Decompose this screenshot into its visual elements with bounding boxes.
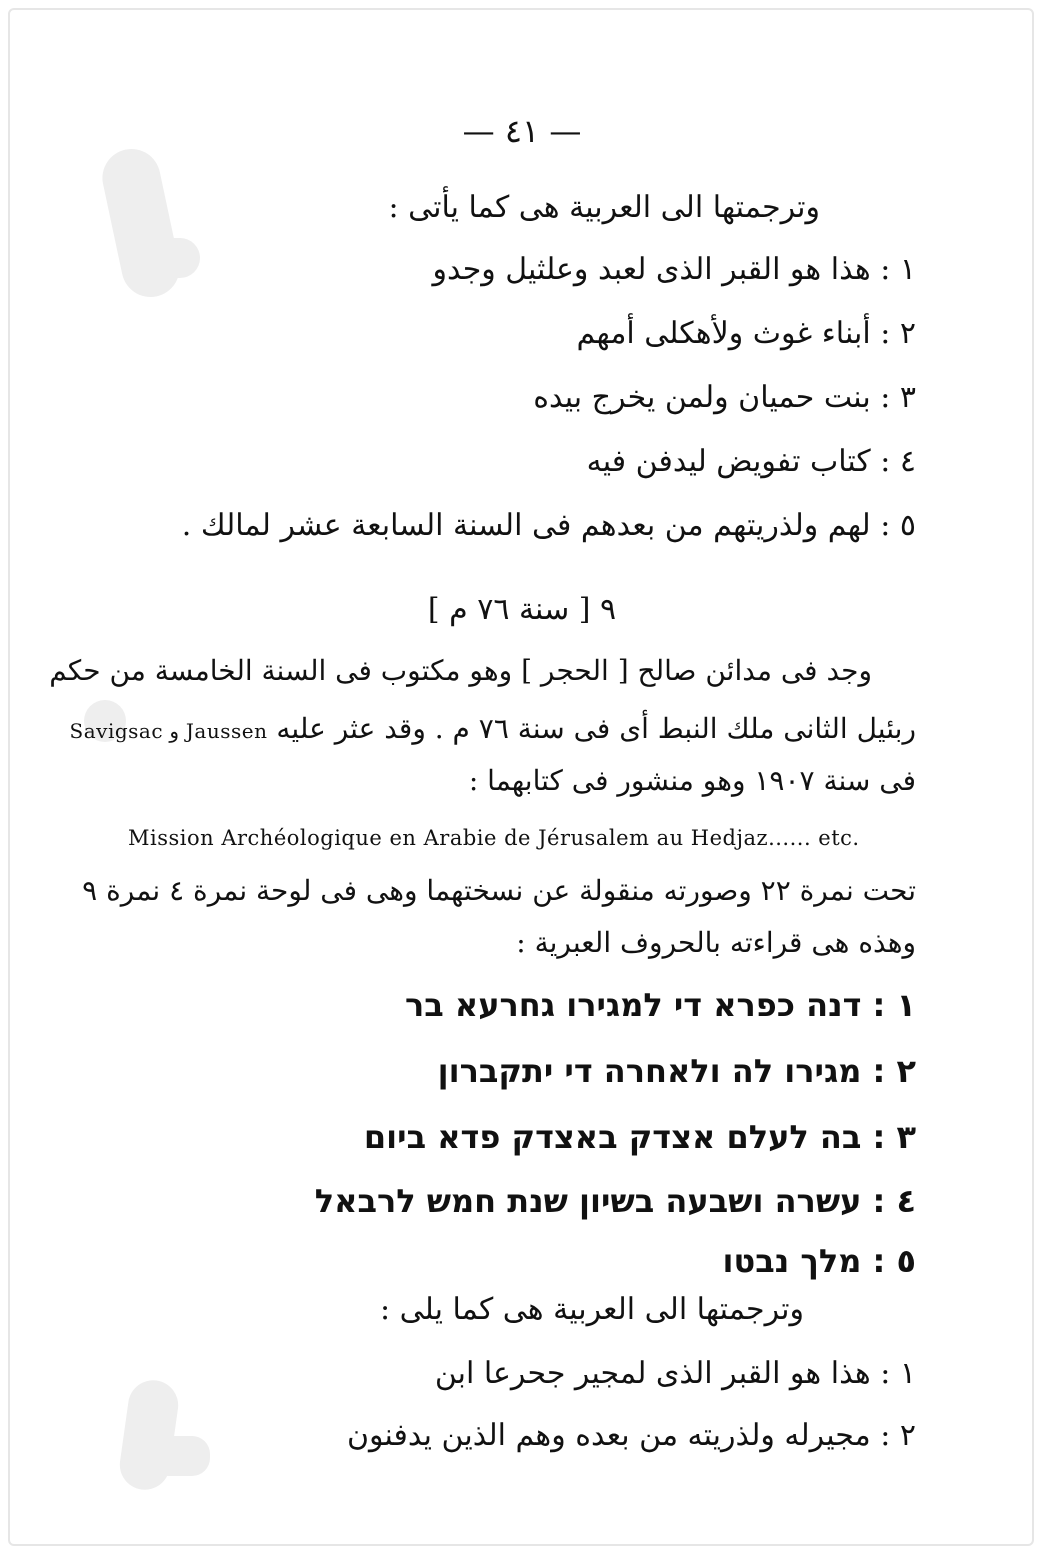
page-number: — ٤١ — xyxy=(462,112,582,150)
arabic-line: ٥ : لهم ولذريتهم من بعدهم فى السنة السابعة عشر لمالك . xyxy=(181,508,916,543)
translation-intro: وترجمتها الى العربية هى كما يلى : xyxy=(380,1292,804,1327)
hebrew-line: ٥ : מלך נבטו xyxy=(722,1242,916,1280)
arabic-line: ٤ : كتاب تفويض ليدفن فيه xyxy=(586,444,916,479)
paragraph-arabic: ربئيل الثانى ملك النبط أى فى سنة ٧٦ م . وقد عثر عليه xyxy=(276,712,916,745)
hebrew-line: ٤ : עשרה ושבעה בשיון שנת חמש לרבאל xyxy=(314,1182,916,1220)
paragraph-line xyxy=(70,712,916,746)
hebrew-line: ١ : דנה כפרא די למגירו גחרעא בר xyxy=(405,986,916,1024)
arabic-line: ١ : هذا هو القبر الذى لمجير جحرعا ابن xyxy=(434,1356,916,1391)
section-heading: ٩ [ سنة ٧٦ م ] xyxy=(427,592,617,627)
hebrew-line: ٢ : מגירו לה ולאחרה די יתקברון xyxy=(437,1052,916,1090)
arabic-line: ٢ : مجيرله ولذريته من بعده وهم الذين يدفنون xyxy=(346,1418,916,1453)
paragraph-line: وهذه هى قراءته بالحروف العبرية : xyxy=(516,926,916,959)
paragraph-line: وجد فى مدائن صالح [ الحجر ] وهو مكتوب فى السنة الخامسة من حكم xyxy=(49,654,872,687)
paragraph-line: تحت نمرة ٢٢ وصورته منقولة عن نسختهما وهى فى لوحة نمرة ٤ نمرة ٩ xyxy=(82,874,916,907)
book-title: Mission Archéologique en Arabie de Jérusalem au Hedjaz...... etc. xyxy=(128,826,860,850)
arabic-line: ١ : هذا هو القبر الذى لعبد وعلثيل وجدو xyxy=(432,252,916,287)
arabic-line: ٣ : بنت حميان ولمن يخرج بيده xyxy=(533,380,916,415)
scan-smudge xyxy=(150,1436,210,1476)
author-names: Jaussen و Savigsac xyxy=(69,719,268,743)
translation-intro: وترجمتها الى العربية هى كما يأتى : xyxy=(388,190,820,225)
hebrew-line: ٣ : בה לעלם אצדק באצדק פדא ביום xyxy=(363,1118,916,1156)
paragraph-line: فى سنة ١٩٠٧ وهو منشور فى كتابهما : xyxy=(468,764,916,797)
scan-smudge xyxy=(138,238,200,278)
arabic-line: ٢ : أبناء غوث ولأهكلى أمهم xyxy=(576,316,916,351)
